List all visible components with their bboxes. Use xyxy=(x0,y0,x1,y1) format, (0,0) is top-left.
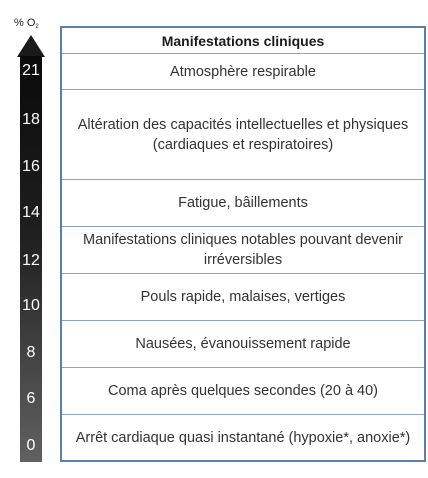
scale-tick-18: 18 xyxy=(22,111,40,128)
scale-tick-21: 21 xyxy=(22,62,40,79)
oxygen-unit-text: % O xyxy=(14,17,36,29)
arrow-up-icon xyxy=(17,35,45,57)
scale-tick-0: 0 xyxy=(26,437,36,454)
scale-tick-8: 8 xyxy=(26,344,36,361)
table-row: Pouls rapide, malaises, vertiges xyxy=(62,274,424,321)
table-row: Manifestations cliniques notables pouvant devenir irréversibles xyxy=(62,227,424,274)
scale-tick-12: 12 xyxy=(22,252,40,269)
table-row: Atmosphère respirable xyxy=(62,54,424,90)
scale-tick-6: 6 xyxy=(26,390,36,407)
table-row: Fatigue, bâillements xyxy=(62,180,424,227)
scale-tick-10: 10 xyxy=(22,297,40,314)
scale-tick-14: 14 xyxy=(22,204,40,221)
table-row: Coma après quelques secondes (20 à 40) xyxy=(62,368,424,415)
table-row: Arrêt cardiaque quasi instantané (hypoxie*, anoxie*) xyxy=(75,429,411,446)
table-header: Manifestations cliniques xyxy=(62,28,424,54)
clinical-manifestations-table xyxy=(60,26,426,462)
table-row: Nausées, évanouissement rapide xyxy=(62,321,424,368)
oxygen-unit-subscript: 2 xyxy=(35,24,39,30)
scale-tick-16: 16 xyxy=(22,158,40,175)
oxygen-percent-label xyxy=(14,17,39,30)
table-row: Altération des capacités intellectuelles et physiques (cardiaques et respiratoires) xyxy=(62,90,424,180)
